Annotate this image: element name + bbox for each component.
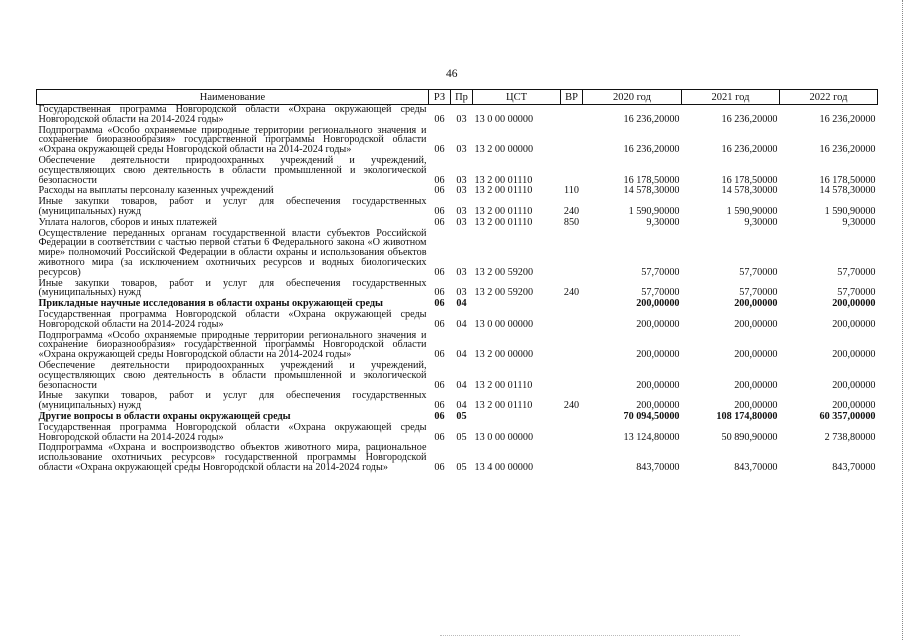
row-2020: 200,00000 bbox=[636, 400, 680, 412]
row-name: Расходы на выплаты персоналу казенных учреждений bbox=[38, 185, 274, 197]
row-2020: 200,00000 bbox=[636, 298, 680, 310]
row-vr bbox=[561, 412, 583, 423]
table-row bbox=[37, 331, 878, 361]
header-2022: 2022 год bbox=[780, 90, 878, 105]
row-cst bbox=[473, 299, 561, 310]
row-name: Государственная программа Новгородской области «Охрана окружающей среды Новгородской области на 2014-2024 годы» bbox=[38, 308, 427, 330]
header-name: Наименование bbox=[37, 90, 429, 105]
row-cst: 13 2 00 01110 bbox=[474, 379, 533, 391]
row-2022: 843,70000 bbox=[832, 461, 876, 473]
row-2021: 1 590,90000 bbox=[726, 205, 778, 217]
row-vr bbox=[561, 331, 583, 361]
row-2022: 14 578,30000 bbox=[819, 185, 876, 197]
table-row bbox=[37, 391, 878, 412]
row-vr bbox=[561, 299, 583, 310]
row-pr: 04 bbox=[456, 318, 467, 330]
row-vr bbox=[561, 229, 583, 279]
header-2020: 2020 год bbox=[583, 90, 682, 105]
header-2021: 2021 год bbox=[682, 90, 780, 105]
row-2020: 57,70000 bbox=[641, 266, 680, 278]
table-header-row bbox=[37, 90, 878, 105]
header-cst: ЦСТ bbox=[473, 90, 561, 105]
row-rz: 06 bbox=[434, 431, 445, 443]
page-number: 46 bbox=[446, 68, 458, 80]
row-rz: 06 bbox=[434, 349, 445, 361]
table-row bbox=[37, 443, 878, 473]
row-pr: 04 bbox=[456, 349, 467, 361]
row-2020: 16 236,20000 bbox=[623, 144, 680, 156]
row-cst: 13 2 00 00000 bbox=[474, 349, 534, 361]
row-2020: 16 236,20000 bbox=[623, 113, 680, 125]
row-2022: 57,70000 bbox=[837, 287, 876, 299]
row-2020: 13 124,80000 bbox=[623, 431, 680, 443]
row-cst: 13 2 00 59200 bbox=[474, 287, 534, 299]
row-2020: 1 590,90000 bbox=[628, 205, 680, 217]
table-row bbox=[37, 361, 878, 391]
row-2021: 14 578,30000 bbox=[721, 185, 778, 197]
table-row bbox=[37, 156, 878, 186]
table-row bbox=[37, 229, 878, 279]
table-row bbox=[37, 197, 878, 218]
row-name: Подпрограмма «Особо охраняемые природные территории регионального значения и сохранение биоразнообразия» государственной программы Новгородской области «Охрана окружающей среды Новгородской области на 2014-2024 годы» bbox=[38, 329, 427, 361]
row-name: Иные закупки товаров, работ и услуг для обеспечения государственных (муниципальных) нужд bbox=[38, 390, 427, 412]
row-2021: 57,70000 bbox=[739, 266, 778, 278]
row-name: Иные закупки товаров, работ и услуг для обеспечения государственных (муниципальных) нужд bbox=[38, 196, 427, 217]
row-pr: 03 bbox=[456, 266, 467, 278]
row-vr bbox=[561, 423, 583, 444]
row-name: Обеспечение деятельности природоохранных учреждений и учреждений, осуществляющих свою деятельность в области промышленной и экологической безопасности bbox=[38, 154, 427, 186]
row-2021: 200,00000 bbox=[734, 400, 778, 412]
row-cst: 13 0 00 00000 bbox=[474, 431, 534, 443]
row-name: Осуществление переданных органам государственной власти субъектов Российской Федерации в соответствии с частью первой статьи 6 Федерального закона «О животном мире» полномочий Российской Федерации в области охраны и использования объектов животного мира (за исключением охотничьих ресурсов и водных биологических ресурсов) bbox=[38, 227, 427, 278]
row-vr bbox=[561, 126, 583, 156]
row-vr bbox=[561, 156, 583, 186]
row-2022: 200,00000 bbox=[832, 400, 876, 412]
row-2022: 60 357,00000 bbox=[819, 410, 876, 422]
table-body bbox=[37, 105, 878, 474]
row-2021: 200,00000 bbox=[734, 298, 778, 310]
row-cst: 13 4 00 00000 bbox=[474, 461, 534, 473]
row-rz: 06 bbox=[434, 185, 445, 197]
row-vr: 240 bbox=[563, 400, 580, 412]
row-cst: 13 2 00 01110 bbox=[474, 205, 533, 217]
row-2020: 14 578,30000 bbox=[623, 185, 680, 197]
row-2022: 200,00000 bbox=[832, 318, 876, 330]
row-name: Подпрограмма «Особо охраняемые природные территории регионального значения и сохранение биоразнообразия» государственной программы Новгородской области «Охрана окружающей среды Новгородской области на 2014-2024 годы» bbox=[38, 124, 427, 156]
row-2021: 108 174,80000 bbox=[716, 410, 778, 422]
row-pr: 03 bbox=[456, 205, 467, 217]
row-2021: 16 236,20000 bbox=[721, 113, 778, 125]
row-2022: 16 236,20000 bbox=[819, 144, 876, 156]
row-2021: 16 178,50000 bbox=[721, 174, 778, 186]
row-rz: 06 bbox=[434, 400, 445, 412]
row-name: Государственная программа Новгородской области «Охрана окружающей среды Новгородской области на 2014-2024 годы» bbox=[38, 421, 427, 443]
row-rz: 06 bbox=[434, 379, 445, 391]
row-pr: 03 bbox=[456, 113, 467, 125]
row-pr: 04 bbox=[456, 379, 467, 391]
row-pr: 03 bbox=[456, 144, 467, 156]
row-pr: 05 bbox=[456, 461, 467, 473]
row-cst: 13 2 00 01110 bbox=[474, 216, 533, 228]
row-2022: 16 236,20000 bbox=[819, 113, 876, 125]
row-2020: 200,00000 bbox=[636, 379, 680, 391]
row-2022: 16 178,50000 bbox=[819, 174, 876, 186]
row-2020: 9,30000 bbox=[646, 216, 680, 228]
row-vr bbox=[561, 310, 583, 331]
row-2022: 200,00000 bbox=[832, 298, 876, 310]
row-rz: 06 bbox=[434, 298, 445, 310]
budget-table bbox=[36, 89, 878, 474]
row-2022: 1 590,90000 bbox=[824, 205, 876, 217]
row-vr bbox=[561, 443, 583, 473]
row-2022: 200,00000 bbox=[832, 379, 876, 391]
row-name: Обеспечение деятельности природоохранных учреждений и учреждений, осуществляющих свою деятельность в области промышленной и экологической безопасности bbox=[38, 359, 427, 391]
row-rz: 06 bbox=[434, 461, 445, 473]
row-rz: 06 bbox=[434, 113, 445, 125]
table-row bbox=[37, 310, 878, 331]
row-2021: 16 236,20000 bbox=[721, 144, 778, 156]
row-pr: 05 bbox=[456, 410, 467, 422]
row-rz: 06 bbox=[434, 205, 445, 217]
row-2020: 200,00000 bbox=[636, 349, 680, 361]
row-cst: 13 2 00 01110 bbox=[474, 400, 533, 412]
table-row bbox=[37, 126, 878, 156]
row-rz: 06 bbox=[434, 216, 445, 228]
row-cst: 13 0 00 00000 bbox=[474, 113, 534, 125]
row-2021: 50 890,90000 bbox=[721, 431, 778, 443]
row-vr: 850 bbox=[563, 216, 580, 228]
row-2021: 57,70000 bbox=[739, 287, 778, 299]
row-2020: 200,00000 bbox=[636, 318, 680, 330]
row-vr bbox=[561, 105, 583, 126]
row-name: Другие вопросы в области охраны окружающей среды bbox=[38, 410, 291, 422]
row-2022: 2 738,80000 bbox=[824, 431, 876, 443]
table-row bbox=[37, 105, 878, 126]
row-vr: 240 bbox=[563, 287, 580, 299]
table-row bbox=[37, 279, 878, 300]
row-pr: 03 bbox=[456, 185, 467, 197]
row-2021: 200,00000 bbox=[734, 349, 778, 361]
row-pr: 03 bbox=[456, 174, 467, 186]
row-name: Иные закупки товаров, работ и услуг для обеспечения государственных (муниципальных) нужд bbox=[38, 277, 427, 299]
row-2020: 16 178,50000 bbox=[623, 174, 680, 186]
row-vr: 110 bbox=[564, 185, 579, 197]
row-pr: 04 bbox=[456, 298, 467, 310]
row-cst: 13 2 00 01110 bbox=[474, 174, 533, 186]
row-2021: 843,70000 bbox=[734, 461, 778, 473]
row-name: Уплата налогов, сборов и иных платежей bbox=[38, 216, 217, 228]
row-2022: 57,70000 bbox=[837, 266, 876, 278]
row-2021: 200,00000 bbox=[734, 379, 778, 391]
row-cst: 13 2 00 00000 bbox=[474, 144, 534, 156]
header-vr: ВР bbox=[561, 90, 583, 105]
row-2021: 200,00000 bbox=[734, 318, 778, 330]
row-2020: 57,70000 bbox=[641, 287, 680, 299]
row-rz: 06 bbox=[434, 318, 445, 330]
row-vr bbox=[561, 361, 583, 391]
row-pr: 05 bbox=[456, 431, 467, 443]
row-cst bbox=[473, 412, 561, 423]
row-2021: 9,30000 bbox=[744, 216, 778, 228]
row-rz: 06 bbox=[434, 266, 445, 278]
row-vr: 240 bbox=[563, 205, 580, 217]
scan-edge-marks bbox=[900, 0, 903, 640]
table-row bbox=[37, 423, 878, 444]
row-cst: 13 2 00 59200 bbox=[474, 266, 534, 278]
row-name: Государственная программа Новгородской области «Охрана окружающей среды Новгородской области на 2014-2024 годы» bbox=[38, 104, 427, 125]
row-cst: 13 0 00 00000 bbox=[474, 318, 534, 330]
row-2020: 70 094,50000 bbox=[623, 410, 680, 422]
scan-bottom-marks bbox=[440, 634, 740, 636]
row-cst: 13 2 00 01110 bbox=[474, 185, 533, 197]
row-pr: 04 bbox=[456, 400, 467, 412]
table-row bbox=[37, 218, 878, 229]
row-2022: 9,30000 bbox=[842, 216, 876, 228]
row-pr: 03 bbox=[456, 287, 467, 299]
row-rz: 06 bbox=[434, 410, 445, 422]
row-name: Прикладные научные исследования в области охраны окружающей среды bbox=[38, 298, 384, 310]
row-name: Подпрограмма «Охрана и воспроизводство объектов животного мира, рациональное использование охотничьих ресурсов» государственной программы Новгородской области «Охрана окружающей среды Новгородской области на 2014-2024 годы» bbox=[38, 442, 427, 473]
header-rz: РЗ bbox=[429, 90, 451, 105]
row-2022: 200,00000 bbox=[832, 349, 876, 361]
row-rz: 06 bbox=[434, 174, 445, 186]
row-2020: 843,70000 bbox=[636, 461, 680, 473]
row-pr: 03 bbox=[456, 216, 467, 228]
row-rz: 06 bbox=[434, 287, 445, 299]
header-pr: Пр bbox=[451, 90, 473, 105]
row-rz: 06 bbox=[434, 144, 445, 156]
